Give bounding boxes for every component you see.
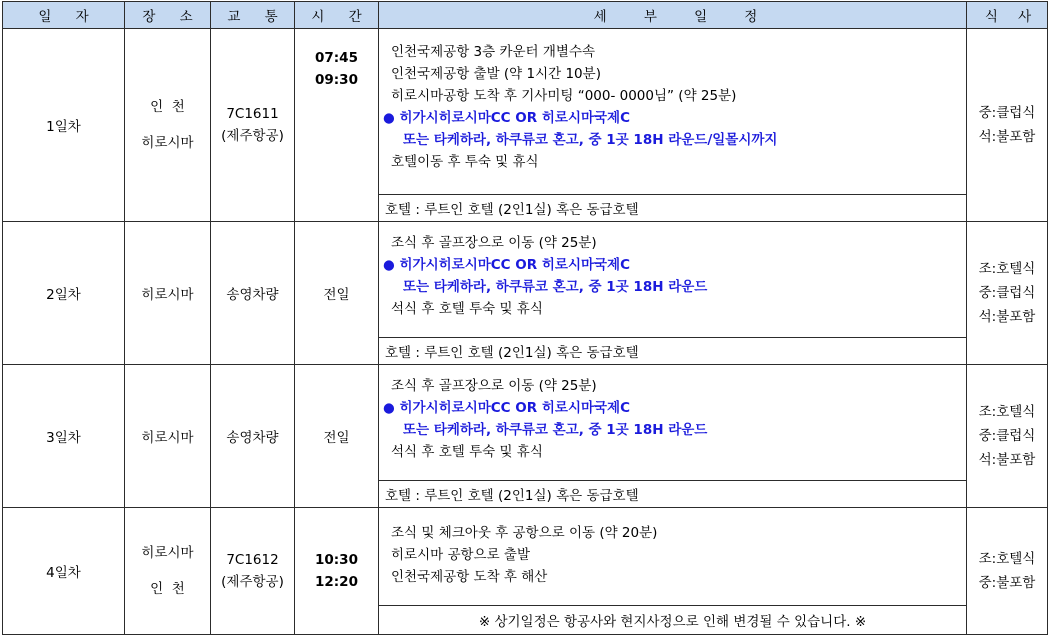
header-time: 시 간: [295, 2, 379, 29]
header-row: [3, 2, 1048, 29]
day3-golf-course: 히가시히로시마CC OR 히로시마국제C: [399, 400, 631, 416]
day3-meal-dinner: 석:불포함: [978, 452, 1036, 468]
itinerary-table: [2, 1, 1048, 635]
day2-row: [3, 222, 1048, 338]
day2-golf-course: 히가시히로시마CC OR 히로시마국제C: [399, 257, 631, 273]
day3-place: 히로시마: [125, 365, 211, 508]
day1-time-depart: 07:45: [315, 50, 358, 66]
day2-meals: [967, 222, 1048, 365]
day3-golf-line: [383, 397, 966, 419]
day1-meal-lunch: 중:클럽식: [978, 105, 1036, 121]
day4-place: [125, 508, 211, 635]
day1-transport: [211, 29, 295, 222]
day2-golf-line: [383, 254, 966, 276]
day1-time: [295, 29, 379, 222]
day1-place-2: 히로시마: [141, 135, 194, 151]
day4-airline: (제주항공): [221, 574, 284, 590]
bullet-icon: ●: [383, 110, 395, 126]
header-schedule: 세 부 일 정: [379, 2, 967, 29]
day4-transport: [211, 508, 295, 635]
day3-hotel: 호텔 : 루트인 호텔 (2인1실) 혹은 동급호텔: [379, 481, 967, 508]
day1-line-3: 히로시마공항 도착 후 기사미팅 “000- 0000님” (약 25분): [391, 88, 737, 104]
day3-schedule: [379, 365, 967, 481]
day4-time-arrive: 12:20: [315, 574, 358, 590]
day2-line-1: 조식 후 골프장으로 이동 (약 25분): [391, 235, 597, 251]
day3-meal-breakfast: 조:호텔식: [978, 404, 1036, 420]
day1-airline: (제주항공): [221, 128, 284, 144]
day2-label: 2일차: [3, 222, 125, 365]
day1-golf-course: 히가시히로시마CC OR 히로시마국제C: [399, 110, 631, 126]
day4-schedule: [379, 508, 967, 606]
day1-line-2: 인천국제공항 출발 (약 1시간 10분): [391, 66, 601, 82]
day2-meal-breakfast: 조:호텔식: [978, 261, 1036, 277]
day4-time-depart: 10:30: [315, 552, 358, 568]
day2-transport: 송영차량: [211, 222, 295, 365]
day1-line-5: 또는 타케하라, 하쿠류코 혼고, 중 1곳 18H 라운드/일몰시까지: [403, 132, 778, 148]
day3-row: [3, 365, 1048, 481]
header-transport: 교 통: [211, 2, 295, 29]
day4-meal-lunch: 중:불포함: [978, 575, 1036, 591]
day1-golf-line: [383, 107, 966, 129]
day1-meal-dinner: 석:불포함: [978, 129, 1036, 145]
day3-meal-lunch: 중:클럽식: [978, 428, 1036, 444]
day2-line-4: 석식 후 호텔 투숙 및 휴식: [391, 301, 543, 317]
day1-schedule: [379, 29, 967, 195]
day2-schedule: [379, 222, 967, 338]
day1-place: [125, 29, 211, 222]
bullet-icon: ●: [383, 400, 395, 416]
day2-meal-lunch: 중:클럽식: [978, 285, 1036, 301]
header-meal: 식 사: [967, 2, 1048, 29]
schedule-change-note: ※ 상기일정은 항공사와 현지사정으로 인해 변경될 수 있습니다. ※: [379, 606, 967, 635]
day4-flight: 7C1612: [226, 552, 279, 568]
day4-time: [295, 508, 379, 635]
day3-label: 3일차: [3, 365, 125, 508]
day1-flight: 7C1611: [226, 106, 279, 122]
day2-hotel: 호텔 : 루트인 호텔 (2인1실) 혹은 동급호텔: [379, 338, 967, 365]
day3-time: 전일: [295, 365, 379, 508]
day4-line-2: 히로시마 공항으로 출발: [391, 547, 530, 563]
day1-place-1: 인 천: [150, 99, 185, 115]
day3-line-4: 석식 후 호텔 투숙 및 휴식: [391, 444, 543, 460]
bullet-icon: ●: [383, 257, 395, 273]
day1-row: [3, 29, 1048, 195]
day4-meal-breakfast: 조:호텔식: [978, 551, 1036, 567]
day3-meals: [967, 365, 1048, 508]
day2-line-3: 또는 타케하라, 하쿠류코 혼고, 중 1곳 18H 라운드: [403, 279, 708, 295]
day1-hotel: 호텔 : 루트인 호텔 (2인1실) 혹은 동급호텔: [379, 195, 967, 222]
day1-label: 1일차: [3, 29, 125, 222]
day1-meals: [967, 29, 1048, 222]
day2-time: 전일: [295, 222, 379, 365]
day1-time-arrive: 09:30: [315, 72, 358, 88]
day4-line-3: 인천국제공항 도착 후 해산: [391, 569, 548, 585]
day1-line-6: 호텔이동 후 투숙 및 휴식: [391, 154, 539, 170]
day4-meals: [967, 508, 1048, 635]
day3-line-1: 조식 후 골프장으로 이동 (약 25분): [391, 378, 597, 394]
day3-transport: 송영차량: [211, 365, 295, 508]
day4-row: [3, 508, 1048, 606]
day3-line-3: 또는 타케하라, 하쿠류코 혼고, 중 1곳 18H 라운드: [403, 422, 708, 438]
header-place: 장 소: [125, 2, 211, 29]
day2-place: 히로시마: [125, 222, 211, 365]
day1-line-1: 인천국제공항 3층 카운터 개별수속: [391, 44, 596, 60]
day4-place-2: 인 천: [150, 581, 185, 597]
day4-line-1: 조식 및 체크아웃 후 공항으로 이동 (약 20분): [391, 525, 658, 541]
header-day: 일 자: [3, 2, 125, 29]
day2-meal-dinner: 석:불포함: [978, 309, 1036, 325]
day4-label: 4일차: [3, 508, 125, 635]
day4-place-1: 히로시마: [141, 545, 194, 561]
